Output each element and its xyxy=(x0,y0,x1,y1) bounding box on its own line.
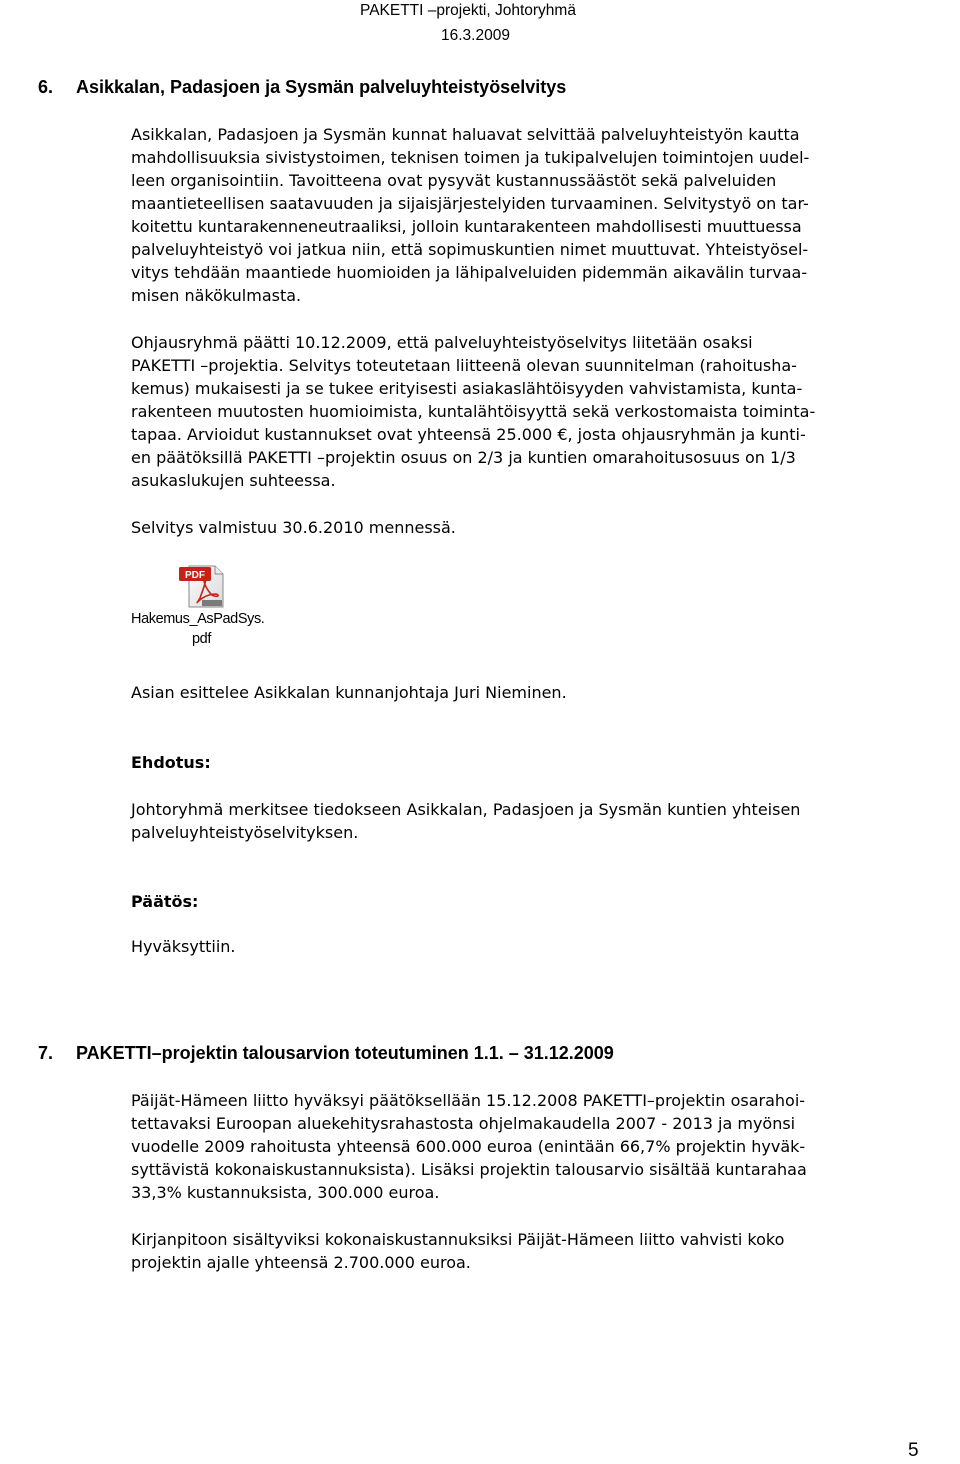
paragraph-line: koitettu kuntarakenneneutraaliksi, jolloin kuntarakenteen mahdollisesti muuttuessa xyxy=(131,217,802,236)
paragraph-line: leen organisointiin. Tavoitteena ovat pysyvät kustannussäästöt sekä palveluiden xyxy=(131,171,777,190)
section-title: PAKETTI–projektin talousarvion toteutuminen 1.1. – 31.12.2009 xyxy=(76,1043,614,1063)
document-header-date: 16.3.2009 xyxy=(441,27,510,44)
section-7-heading xyxy=(38,1042,614,1064)
paragraph-line: vuodelle 2009 rahoitusta yhteensä 600.000 euroa (enintään 66,7% projektin hyväk- xyxy=(131,1137,806,1156)
pdf-file-icon[interactable] xyxy=(178,563,228,609)
paragraph-line: Ohjausryhmä päätti 10.12.2009, että palveluyhteistyöselvitys liitetään osaksi xyxy=(131,333,753,352)
presenter-text: Asian esittelee Asikkalan kunnanjohtaja Juri Nieminen. xyxy=(131,683,567,702)
section-title: Asikkalan, Padasjoen ja Sysmän palveluyhteistyöselvitys xyxy=(76,77,567,97)
pdf-icon-label: PDF xyxy=(185,570,205,581)
paragraph-line: en päätöksillä PAKETTI –projektin osuus on 2/3 ja kuntien omarahoitusosuus on 1/3 xyxy=(131,448,796,467)
section-number: 6. xyxy=(38,77,54,97)
completion-date-text: Selvitys valmistuu 30.6.2010 mennessä. xyxy=(131,518,456,537)
paragraph-line: misen näkökulmasta. xyxy=(131,286,302,305)
section-6-heading xyxy=(38,76,566,98)
page-number: 5 xyxy=(908,1440,919,1461)
paragraph-line: mahdollisuuksia sivistystoimen, teknisen toimen ja tukipalvelujen toimintojen uudel- xyxy=(131,148,810,167)
paragraph-line: Kirjanpitoon sisältyviksi kokonaiskustannuksiksi Päijät-Hämeen liitto vahvisti koko xyxy=(131,1230,785,1249)
attachment-filename-ext[interactable]: pdf xyxy=(192,631,211,647)
attachment-filename[interactable]: Hakemus_AsPadSys. xyxy=(131,611,265,627)
paragraph-line: tettavaksi Euroopan aluekehitysrahastosta ohjelmakaudella 2007 - 2013 ja myönsi xyxy=(131,1114,796,1133)
proposal-label: Ehdotus: xyxy=(131,753,211,772)
proposal-line: Johtoryhmä merkitsee tiedokseen Asikkalan, Padasjoen ja Sysmän kuntien yhteisen xyxy=(131,800,801,819)
paragraph-line: syttävistä kokonaiskustannuksista). Lisäksi projektin talousarvio sisältää kuntarahaa xyxy=(131,1160,807,1179)
document-header-title: PAKETTI –projekti, Johtoryhmä xyxy=(360,2,576,19)
paragraph-line: 33,3% kustannuksista, 300.000 euroa. xyxy=(131,1183,440,1202)
paragraph-line: vitys tehdään maantiede huomioiden ja lähipalveluiden pidemmän aikavälin turvaa- xyxy=(131,263,808,282)
paragraph-line: palveluyhteistyö voi jatkua niin, että sopimuskuntien nimet muuttuvat. Yhteistyösel- xyxy=(131,240,809,259)
paragraph-line: maantieteellisen saatavuuden ja sijaisjärjestelyiden turvaaminen. Selvitystyö on tar- xyxy=(131,194,809,213)
decision-label: Päätös: xyxy=(131,892,199,911)
paragraph-line: Asikkalan, Padasjoen ja Sysmän kunnat haluavat selvittää palveluyhteistyön kautta xyxy=(131,125,800,144)
paragraph-line: kemus) mukaisesti ja se tukee erityisesti asiakaslähtöisyyden vahvistamista, kunta- xyxy=(131,379,803,398)
paragraph-line: PAKETTI –projektia. Selvitys toteutetaan liitteenä olevan suunnitelman (rahoitusha- xyxy=(131,356,797,375)
paragraph-line: Päijät-Hämeen liitto hyväksyi päätöksellään 15.12.2008 PAKETTI–projektin osarahoi- xyxy=(131,1091,806,1110)
section-number: 7. xyxy=(38,1043,54,1063)
decision-text: Hyväksyttiin. xyxy=(131,937,236,956)
paragraph-line: projektin ajalle yhteensä 2.700.000 euroa. xyxy=(131,1253,471,1272)
paragraph-line: asukaslukujen suhteessa. xyxy=(131,471,336,490)
paragraph-line: rakenteen muutosten huomioimista, kuntalähtöisyyttä sekä verkostomaista toiminta- xyxy=(131,402,816,421)
paragraph-line: tapaa. Arvioidut kustannukset ovat yhteensä 25.000 €, josta ohjausryhmän ja kunti- xyxy=(131,425,806,444)
proposal-line: palveluyhteistyöselvityksen. xyxy=(131,823,359,842)
